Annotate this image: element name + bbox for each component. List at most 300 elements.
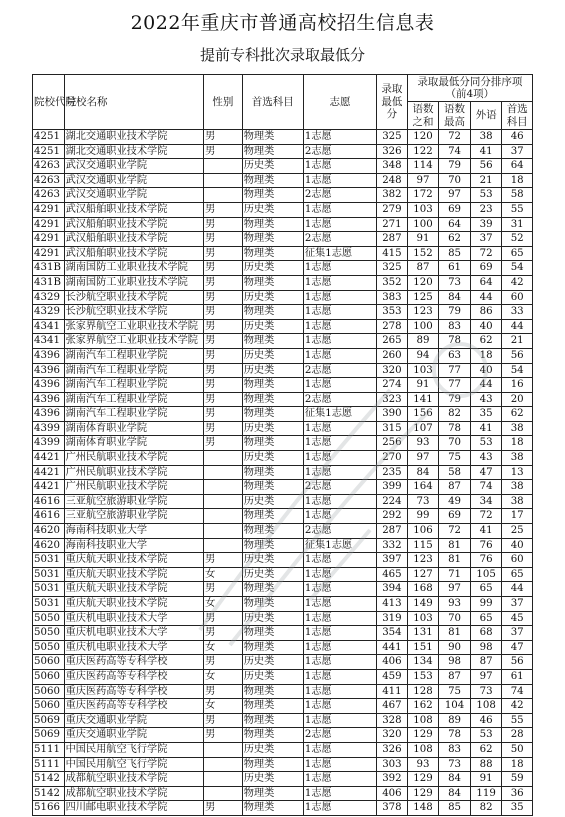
table-row: [33, 597, 533, 612]
cell-eng: 99: [470, 597, 502, 612]
cell-name: 海南科技职业大学: [64, 524, 204, 539]
cell-max: 72: [439, 524, 471, 539]
cell-name: 张家界航空工业职业技术学院: [64, 334, 204, 349]
header-eng: 外语: [470, 102, 502, 130]
cell-first: 37: [502, 597, 533, 612]
cell-sex: 男: [204, 728, 243, 743]
cell-subject: 物理类: [242, 509, 303, 524]
cell-max: 70: [439, 436, 471, 451]
cell-subject: 历史类: [242, 772, 303, 787]
cell-eng: 43: [470, 451, 502, 466]
table-row: [33, 188, 533, 203]
cell-zhiyuan: 1志愿: [303, 757, 376, 772]
cell-eng: 87: [470, 655, 502, 670]
cell-sex: 男: [204, 684, 243, 699]
header-first: 首选科目: [502, 102, 533, 130]
cell-first: 52: [502, 232, 533, 247]
table-row: [33, 669, 533, 684]
cell-first: 47: [502, 640, 533, 655]
cell-sex: 男: [204, 363, 243, 378]
cell-eng: 35: [470, 407, 502, 422]
cell-first: 18: [502, 757, 533, 772]
table-row: [33, 290, 533, 305]
cell-score: 287: [377, 232, 408, 247]
cell-code: 4616: [33, 509, 65, 524]
cell-eng: 40: [470, 363, 502, 378]
cell-zhiyuan: 1志愿: [303, 319, 376, 334]
table-row: [33, 202, 533, 217]
table-row: [33, 436, 533, 451]
cell-max: 72: [439, 130, 471, 145]
cell-sex: 男: [204, 392, 243, 407]
cell-zhiyuan: 1志愿: [303, 261, 376, 276]
table-row: [33, 699, 533, 714]
cell-score: 235: [377, 465, 408, 480]
cell-subject: 物理类: [242, 626, 303, 641]
header-name: 院校名称: [64, 75, 204, 130]
cell-code: 5031: [33, 582, 65, 597]
table-row: [33, 553, 533, 568]
cell-max: 73: [439, 275, 471, 290]
cell-subject: 历史类: [242, 611, 303, 626]
table-row: [33, 378, 533, 393]
cell-max: 69: [439, 509, 471, 524]
cell-code: 5060: [33, 684, 65, 699]
cell-sum: 125: [407, 290, 439, 305]
cell-name: 武汉交通职业学院: [64, 173, 204, 188]
cell-first: 21: [502, 334, 533, 349]
cell-subject: 物理类: [242, 378, 303, 393]
cell-code: 5111: [33, 742, 65, 757]
cell-eng: 18: [470, 348, 502, 363]
cell-code: 4251: [33, 144, 65, 159]
cell-name: 重庆交通职业学院: [64, 728, 204, 743]
cell-zhiyuan: 2志愿: [303, 480, 376, 495]
cell-name: 重庆机电职业技术大学: [64, 640, 204, 655]
cell-max: 49: [439, 494, 471, 509]
cell-zhiyuan: 1志愿: [303, 130, 376, 145]
cell-sum: 168: [407, 582, 439, 597]
cell-first: 13: [502, 465, 533, 480]
cell-subject: 物理类: [242, 188, 303, 203]
cell-code: 4421: [33, 465, 65, 480]
cell-eng: 82: [470, 801, 502, 816]
cell-sum: 91: [407, 378, 439, 393]
cell-code: 4291: [33, 246, 65, 261]
cell-max: 81: [439, 626, 471, 641]
cell-sum: 103: [407, 202, 439, 217]
cell-sex: 男: [204, 348, 243, 363]
cell-max: 70: [439, 611, 471, 626]
cell-max: 87: [439, 669, 471, 684]
cell-name: 长沙航空职业技术学院: [64, 290, 204, 305]
table-row: [33, 144, 533, 159]
table-row: [33, 348, 533, 363]
cell-eng: 86: [470, 305, 502, 320]
cell-subject: 历史类: [242, 421, 303, 436]
table-row: [33, 275, 533, 290]
cell-zhiyuan: 1志愿: [303, 378, 376, 393]
cell-zhiyuan: 2志愿: [303, 728, 376, 743]
cell-zhiyuan: 1志愿: [303, 597, 376, 612]
cell-sex: 女: [204, 699, 243, 714]
cell-eng: 41: [470, 421, 502, 436]
cell-eng: 53: [470, 436, 502, 451]
cell-name: 成都航空职业技术学院: [64, 772, 204, 787]
table-row: [33, 582, 533, 597]
cell-eng: 72: [470, 246, 502, 261]
table-row: [33, 684, 533, 699]
cell-zhiyuan: 1志愿: [303, 655, 376, 670]
cell-sex: 男: [204, 436, 243, 451]
cell-subject: 物理类: [242, 217, 303, 232]
cell-max: 79: [439, 159, 471, 174]
cell-first: 56: [502, 655, 533, 670]
cell-eng: 119: [470, 786, 502, 801]
table-row: [33, 742, 533, 757]
cell-name: 广州民航职业技术学院: [64, 451, 204, 466]
table-row: [33, 392, 533, 407]
table-row: [33, 451, 533, 466]
cell-code: 4616: [33, 494, 65, 509]
cell-sex: 男: [204, 261, 243, 276]
cell-code: 5031: [33, 597, 65, 612]
cell-sex: [204, 451, 243, 466]
cell-eng: 34: [470, 494, 502, 509]
cell-code: 5111: [33, 757, 65, 772]
cell-max: 77: [439, 378, 471, 393]
cell-score: 271: [377, 217, 408, 232]
cell-sum: 123: [407, 305, 439, 320]
header-zhiyuan: 志愿: [303, 75, 376, 130]
cell-first: 65: [502, 246, 533, 261]
cell-sum: 89: [407, 334, 439, 349]
cell-max: 85: [439, 246, 471, 261]
cell-max: 74: [439, 144, 471, 159]
table-row: [33, 772, 533, 787]
cell-sex: 女: [204, 567, 243, 582]
cell-name: 中国民用航空飞行学院: [64, 757, 204, 772]
cell-sum: 122: [407, 144, 439, 159]
cell-code: 5166: [33, 801, 65, 816]
cell-name: 湖南汽车工程职业学院: [64, 378, 204, 393]
cell-code: 5031: [33, 553, 65, 568]
table-row: [33, 611, 533, 626]
table-row: [33, 801, 533, 816]
cell-max: 97: [439, 582, 471, 597]
table-row: [33, 728, 533, 743]
cell-score: 406: [377, 786, 408, 801]
page-title: 2022年重庆市普通高校招生信息表: [130, 12, 435, 34]
cell-score: 411: [377, 684, 408, 699]
cell-score: 287: [377, 524, 408, 539]
cell-sum: 153: [407, 669, 439, 684]
cell-sex: 男: [204, 246, 243, 261]
cell-zhiyuan: 2志愿: [303, 392, 376, 407]
cell-max: 104: [439, 699, 471, 714]
cell-score: 325: [377, 130, 408, 145]
cell-name: 重庆医药高等专科学校: [64, 669, 204, 684]
cell-code: 431B: [33, 275, 65, 290]
cell-name: 重庆航天职业技术学院: [64, 567, 204, 582]
cell-subject: 物理类: [242, 392, 303, 407]
cell-code: 5060: [33, 655, 65, 670]
cell-code: 4399: [33, 421, 65, 436]
table-row: [33, 655, 533, 670]
cell-first: 62: [502, 407, 533, 422]
header-group: 录取最低分同分排序项（前4项）: [407, 75, 532, 102]
cell-eng: 21: [470, 173, 502, 188]
cell-sum: 129: [407, 786, 439, 801]
cell-eng: 74: [470, 480, 502, 495]
header-max: 语数最高: [439, 102, 471, 130]
cell-sum: 114: [407, 159, 439, 174]
table-row: [33, 130, 533, 145]
cell-score: 397: [377, 553, 408, 568]
cell-first: 38: [502, 451, 533, 466]
cell-code: 4291: [33, 202, 65, 217]
cell-subject: 历史类: [242, 159, 303, 174]
cell-sum: 100: [407, 319, 439, 334]
cell-sum: 84: [407, 465, 439, 480]
cell-max: 93: [439, 597, 471, 612]
cell-name: 湖南体育职业学院: [64, 421, 204, 436]
table-header: [33, 75, 533, 130]
cell-subject: 物理类: [242, 275, 303, 290]
cell-sum: 151: [407, 640, 439, 655]
cell-sex: 男: [204, 290, 243, 305]
cell-zhiyuan: 1志愿: [303, 305, 376, 320]
cell-score: 353: [377, 305, 408, 320]
cell-first: 58: [502, 188, 533, 203]
cell-zhiyuan: 1志愿: [303, 290, 376, 305]
cell-eng: 76: [470, 553, 502, 568]
cell-code: 4341: [33, 334, 65, 349]
table-body: [33, 130, 533, 816]
table-row: [33, 173, 533, 188]
cell-sum: 120: [407, 275, 439, 290]
cell-eng: 23: [470, 202, 502, 217]
cell-first: 38: [502, 480, 533, 495]
cell-sum: 97: [407, 451, 439, 466]
cell-eng: 64: [470, 275, 502, 290]
cell-subject: 历史类: [242, 494, 303, 509]
cell-sum: 115: [407, 538, 439, 553]
cell-code: 431B: [33, 261, 65, 276]
cell-code: 4341: [33, 319, 65, 334]
cell-max: 85: [439, 801, 471, 816]
cell-first: 36: [502, 786, 533, 801]
cell-first: 74: [502, 684, 533, 699]
cell-score: 354: [377, 626, 408, 641]
cell-score: 413: [377, 597, 408, 612]
cell-sex: 男: [204, 655, 243, 670]
table-row: [33, 538, 533, 553]
cell-subject: 物理类: [242, 173, 303, 188]
cell-name: 武汉船舶职业技术学院: [64, 217, 204, 232]
cell-code: 5069: [33, 713, 65, 728]
table-row: [33, 626, 533, 641]
cell-eng: 91: [470, 772, 502, 787]
cell-first: 33: [502, 305, 533, 320]
cell-sex: 男: [204, 553, 243, 568]
cell-score: 279: [377, 202, 408, 217]
cell-sum: 127: [407, 567, 439, 582]
cell-zhiyuan: 1志愿: [303, 611, 376, 626]
cell-sum: 131: [407, 626, 439, 641]
cell-max: 84: [439, 290, 471, 305]
cell-sum: 93: [407, 757, 439, 772]
cell-score: 326: [377, 144, 408, 159]
cell-subject: 历史类: [242, 261, 303, 276]
cell-first: 17: [502, 509, 533, 524]
table-row: [33, 524, 533, 539]
cell-sum: 87: [407, 261, 439, 276]
cell-sex: 男: [204, 801, 243, 816]
cell-max: 97: [439, 188, 471, 203]
cell-max: 78: [439, 334, 471, 349]
admission-table: [32, 74, 533, 816]
cell-zhiyuan: 1志愿: [303, 421, 376, 436]
cell-max: 79: [439, 392, 471, 407]
cell-score: 325: [377, 261, 408, 276]
cell-subject: 物理类: [242, 480, 303, 495]
cell-max: 62: [439, 232, 471, 247]
cell-code: 4396: [33, 407, 65, 422]
cell-sum: 172: [407, 188, 439, 203]
cell-code: 4329: [33, 305, 65, 320]
cell-max: 90: [439, 640, 471, 655]
header-score: 录取最低分: [377, 75, 408, 130]
cell-first: 60: [502, 553, 533, 568]
cell-eng: 69: [470, 261, 502, 276]
cell-code: 4263: [33, 188, 65, 203]
table-row: [33, 334, 533, 349]
cell-eng: 44: [470, 290, 502, 305]
cell-zhiyuan: 2志愿: [303, 232, 376, 247]
cell-name: 重庆医药高等专科学校: [64, 684, 204, 699]
cell-sex: [204, 494, 243, 509]
cell-subject: 物理类: [242, 436, 303, 451]
cell-zhiyuan: 1志愿: [303, 509, 376, 524]
table-row: [33, 159, 533, 174]
cell-subject: 历史类: [242, 290, 303, 305]
cell-sum: 103: [407, 363, 439, 378]
cell-sex: [204, 173, 243, 188]
cell-eng: 47: [470, 465, 502, 480]
cell-subject: 物理类: [242, 640, 303, 655]
cell-code: 5050: [33, 640, 65, 655]
cell-eng: 105: [470, 567, 502, 582]
cell-name: 湖北交通职业技术学院: [64, 144, 204, 159]
cell-sum: 152: [407, 246, 439, 261]
cell-sex: 男: [204, 334, 243, 349]
cell-eng: 44: [470, 378, 502, 393]
cell-subject: 物理类: [242, 757, 303, 772]
cell-subject: 物理类: [242, 801, 303, 816]
cell-first: 46: [502, 130, 533, 145]
cell-max: 77: [439, 363, 471, 378]
cell-sex: 男: [204, 217, 243, 232]
cell-code: 4620: [33, 538, 65, 553]
cell-score: 441: [377, 640, 408, 655]
cell-score: 382: [377, 188, 408, 203]
header-sum: 语数之和: [407, 102, 439, 130]
table-row: [33, 217, 533, 232]
cell-zhiyuan: 1志愿: [303, 494, 376, 509]
cell-max: 78: [439, 728, 471, 743]
cell-zhiyuan: 2志愿: [303, 144, 376, 159]
cell-zhiyuan: 1志愿: [303, 699, 376, 714]
cell-eng: 65: [470, 611, 502, 626]
cell-sum: 93: [407, 436, 439, 451]
cell-first: 42: [502, 275, 533, 290]
cell-max: 70: [439, 173, 471, 188]
cell-zhiyuan: 2志愿: [303, 524, 376, 539]
cell-code: 5142: [33, 786, 65, 801]
cell-code: 5060: [33, 669, 65, 684]
cell-zhiyuan: 征集1志愿: [303, 246, 376, 261]
cell-first: 38: [502, 421, 533, 436]
cell-score: 348: [377, 159, 408, 174]
cell-sex: [204, 742, 243, 757]
cell-score: 260: [377, 348, 408, 363]
cell-max: 83: [439, 319, 471, 334]
cell-name: 武汉船舶职业技术学院: [64, 232, 204, 247]
cell-zhiyuan: 1志愿: [303, 626, 376, 641]
cell-score: 415: [377, 246, 408, 261]
table-row: [33, 363, 533, 378]
cell-sex: [204, 480, 243, 495]
cell-name: 张家界航空工业职业技术学院: [64, 319, 204, 334]
cell-eng: 88: [470, 757, 502, 772]
cell-zhiyuan: 征集1志愿: [303, 407, 376, 422]
cell-first: 61: [502, 669, 533, 684]
cell-first: 54: [502, 363, 533, 378]
cell-first: 50: [502, 742, 533, 757]
cell-eng: 76: [470, 538, 502, 553]
cell-code: 4263: [33, 159, 65, 174]
cell-first: 18: [502, 436, 533, 451]
cell-eng: 39: [470, 217, 502, 232]
cell-first: 60: [502, 290, 533, 305]
cell-max: 63: [439, 348, 471, 363]
cell-first: 42: [502, 699, 533, 714]
cell-max: 64: [439, 217, 471, 232]
cell-first: 54: [502, 261, 533, 276]
cell-subject: 历史类: [242, 655, 303, 670]
cell-code: 4396: [33, 378, 65, 393]
cell-score: 352: [377, 275, 408, 290]
cell-eng: 56: [470, 159, 502, 174]
cell-name: 长沙航空职业技术学院: [64, 305, 204, 320]
cell-sum: 106: [407, 524, 439, 539]
cell-score: 328: [377, 713, 408, 728]
cell-zhiyuan: 1志愿: [303, 567, 376, 582]
cell-eng: 53: [470, 728, 502, 743]
cell-sum: 120: [407, 130, 439, 145]
cell-eng: 62: [470, 742, 502, 757]
cell-zhiyuan: 1志愿: [303, 217, 376, 232]
cell-max: 71: [439, 567, 471, 582]
cell-sex: 男: [204, 421, 243, 436]
cell-score: 278: [377, 319, 408, 334]
cell-code: 4421: [33, 480, 65, 495]
cell-sum: 97: [407, 173, 439, 188]
cell-zhiyuan: 1志愿: [303, 772, 376, 787]
cell-max: 73: [439, 757, 471, 772]
cell-score: 319: [377, 611, 408, 626]
